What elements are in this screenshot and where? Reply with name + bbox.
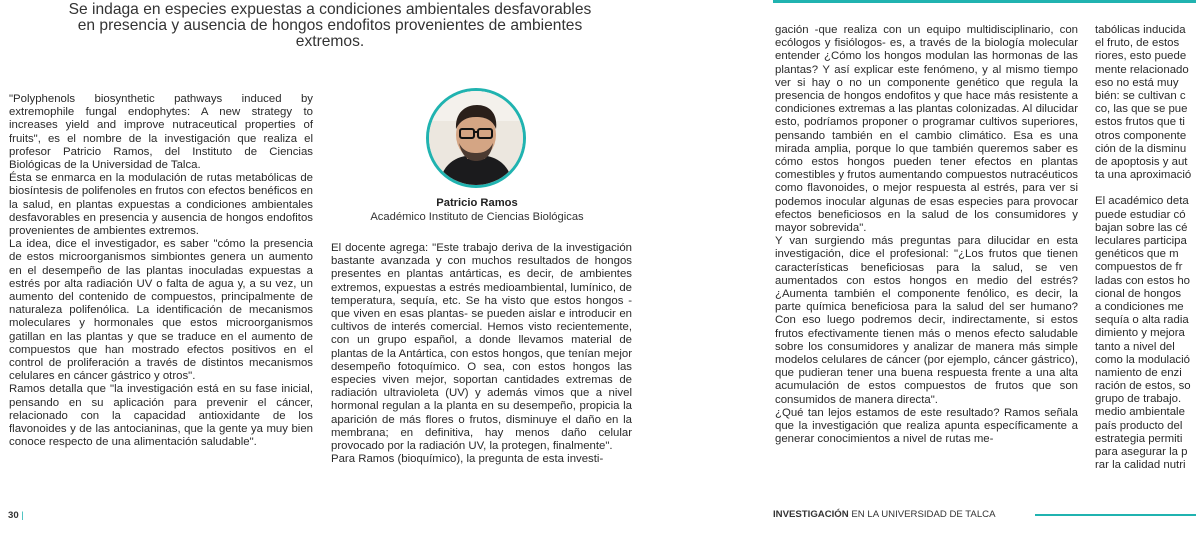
column-line: rar la calidad nutri xyxy=(1095,459,1186,472)
portrait-illustration xyxy=(429,91,523,185)
column-line: compuestos de fr xyxy=(1095,261,1183,274)
column-line: puede estudiar có xyxy=(1095,208,1186,221)
column-line: riores, esto puede xyxy=(1095,50,1187,63)
paragraph: gación -que realiza con un equipo multidisciplinario, con ecólogos y fisiólogos- es, a través de la biología molecular entender ¿Cómo los hongos modulan las hormonas de las plantas? Y así explicar este fenómeno, y al mismo tiempo ver si hay o no un componente genético que regula la presencia de hongos endofitos y que hace más resistente a condiciones extremas a las plantas colonizadas. Al dilucidar esto, podríamos proponer o programar cultivos superiores, pensando también en el cambio climático. Esa es una mirada amplia, porque lo que también queremos saber es cómo estos hongos pueden tener efectos en plantas comestibles y frutos aumentando compuestos nutracéuticos como flavonoides, o mejor respuesta al estrés, para ver si podemos inocular algunas de esas especies para provocar efectos beneficiosos en la salud de los consumidores y mayor sobrevida". xyxy=(775,24,1078,235)
column-line: El académico deta xyxy=(1095,195,1189,208)
column-line: ta una aproximació xyxy=(1095,169,1192,182)
column-line: estos frutos que ti xyxy=(1095,116,1185,129)
footer-accent-rule xyxy=(1035,514,1196,516)
author-role: Académico Instituto de Ciencias Biológicas xyxy=(370,211,584,223)
page-number-separator: | xyxy=(21,510,24,521)
column-line: país producto del xyxy=(1095,419,1183,432)
author-portrait xyxy=(426,88,526,188)
column-line: medio ambientale xyxy=(1095,406,1185,419)
column-line: mente relacionado xyxy=(1095,63,1189,76)
paragraph: El docente agrega: "Este trabajo deriva de la investigación bastante avanzada y con muchos resultados de hongos presentes en plantas antárticas, es decir, de ambientes extremos, expuestas a estrés medioambiental, lumínico, de temperatura, sequía, etc. Se ha visto que estos hongos -que viven en esas plantas- se pueden aislar e introducir en cultivos de interés comercial. Hemos visto recientemente, con un grupo español, a donde llevamos material de plantas de la Antártica, con estos hongos, que tenían mejor desempeño fotoquímico. O sea, con estos hongos las especies viven mejor, soportan cantidades extremas de radiación ultravioleta (UV) y además vimos que a nivel hormonal regulan a la planta en su desempeño, propicia la aparición de más flores o frutos, disminuye el daño en la membrana; en definitiva, hay menos daño celular provocado por la radiación UV, la protegen, finalmente". xyxy=(331,242,632,453)
article-column-4 xyxy=(1095,24,1196,472)
column-line: eso no está muy xyxy=(1095,76,1179,89)
column-line: de apoptosis y aut xyxy=(1095,155,1188,168)
column-line: el fruto, de estos xyxy=(1095,37,1180,50)
column-line: co, las que se pue xyxy=(1095,103,1188,116)
magazine-title-rest: EN LA UNIVERSIDAD DE TALCA xyxy=(848,509,996,520)
column-line: genéticos que m xyxy=(1095,248,1179,261)
column-line: estrategia permiti xyxy=(1095,432,1183,445)
article-column-3 xyxy=(775,24,1078,447)
paragraph: Para Ramos (bioquímico), la pregunta de esta investi- xyxy=(331,453,604,466)
paragraph: Ramos detalla que "la investigación está en su fase inicial, pensando en su aplicación para prevenir el cáncer, relacionado con la capacidad antioxidante de los flavonoides y de las antocianinas, que la gente ya muy bien conoce respecto de una alimentación saludable". xyxy=(9,383,313,449)
column-line: a condiciones me xyxy=(1095,300,1184,313)
column-line: tanto a nivel del xyxy=(1095,340,1175,353)
page-number xyxy=(8,510,24,521)
column-line: bién: se cultivan c xyxy=(1095,89,1186,102)
column-line: dimiento y mejora xyxy=(1095,327,1185,340)
magazine-footer xyxy=(773,509,996,520)
column-line: ladas con estos ho xyxy=(1095,274,1190,287)
column-line: como la modulació xyxy=(1095,353,1190,366)
paragraph: "Polyphenols biosynthetic pathways induced by extremophile fungal endophytes: A new strategy to increases yield and improve nutraceutical properties of fruits", es el nombre de la investigación que realiza el profesor Patricio Ramos, del Instituto de Ciencias Biológicas de la Universidad de Talca. xyxy=(9,93,313,172)
column-line: namiento de enzi xyxy=(1095,366,1182,379)
column-line: para asegurar la p xyxy=(1095,446,1188,458)
article-column-1 xyxy=(9,93,313,449)
column-line: ción de la disminu xyxy=(1095,142,1187,155)
paragraph: Y van surgiendo más preguntas para dilucidar en esta investigación, dice el profesional: "¿Los frutos que tienen características beneficiosas para la salud, se ven aumentados con estos hongos en medio del estrés? ¿Aumenta también el componente fenólico, es decir, la parte química beneficiosa para la salud del ser humano? Con eso luego podremos decir, indirectamente, si estos frutos efectivamente tienen más o menos efecto saludable sobre los consumidores y analizar de manera más simple modelos celulares de cáncer (por ejemplo, cáncer gástrico), que pudieran tener una buena respuesta frente a una alta acumulación de estos compuestos de frutos que son consumidos de manera directa". xyxy=(775,235,1078,406)
column-line: leculares participa xyxy=(1095,235,1187,247)
column-line: sequía o alta radia xyxy=(1095,314,1189,327)
column-line: tabólicas inducida xyxy=(1095,24,1186,36)
headline: Se indaga en especies expuestas a condiciones ambientales desfavorables en presencia y ausencia de hongos endofitos provenientes de ambientes extremos. xyxy=(68,1,592,51)
paragraph: La idea, dice el investigador, es saber "cómo la presencia de estos microorganismos simbiontes genera un aumento en el desempeño de las plantas inoculadas expuestas a estrés por alta radiación UV o falta de agua y, a su vez, un aumento del contenido de compuestos, principalmente de naturaleza polifenólica. La identificación de mecanismos moleculares y hormonales que estos microorganismos gatillan en las plantas y que se traduce en el aumento de compuestos que han mostrado efectos positivos en el control de proliferación a través de distintos mecanismos celulares en cáncer gástrico y otros". xyxy=(9,238,313,383)
magazine-title-bold: INVESTIGACIÓN xyxy=(773,509,849,520)
page-number-text: 30 xyxy=(8,510,19,521)
column-line: cional de hongos xyxy=(1095,287,1182,300)
paragraph: ¿Qué tan lejos estamos de este resultado? Ramos señala que la investigación que realiza apunta específicamente a generar conocimientos a nivel de rutas me- xyxy=(775,406,1078,446)
article-column-2 xyxy=(331,242,632,466)
column-line: ración de estos, so xyxy=(1095,380,1191,393)
column-line: otros componente xyxy=(1095,129,1187,142)
column-line xyxy=(1095,182,1196,195)
column-line: grupo de trabajo. xyxy=(1095,393,1182,406)
top-accent-rule xyxy=(773,0,1196,3)
paragraph: Ésta se enmarca en la modulación de rutas metabólicas de biosíntesis de polifenoles en frutos con efectos benéficos en la salud, en plantas expuestas a condiciones ambientales desfavorables en presencia y ausencia de hongos endofitos provenientes de ambientes extremos. xyxy=(9,172,313,238)
column-line: bajan sobre las cé xyxy=(1095,221,1188,234)
author-name: Patricio Ramos xyxy=(436,197,518,209)
